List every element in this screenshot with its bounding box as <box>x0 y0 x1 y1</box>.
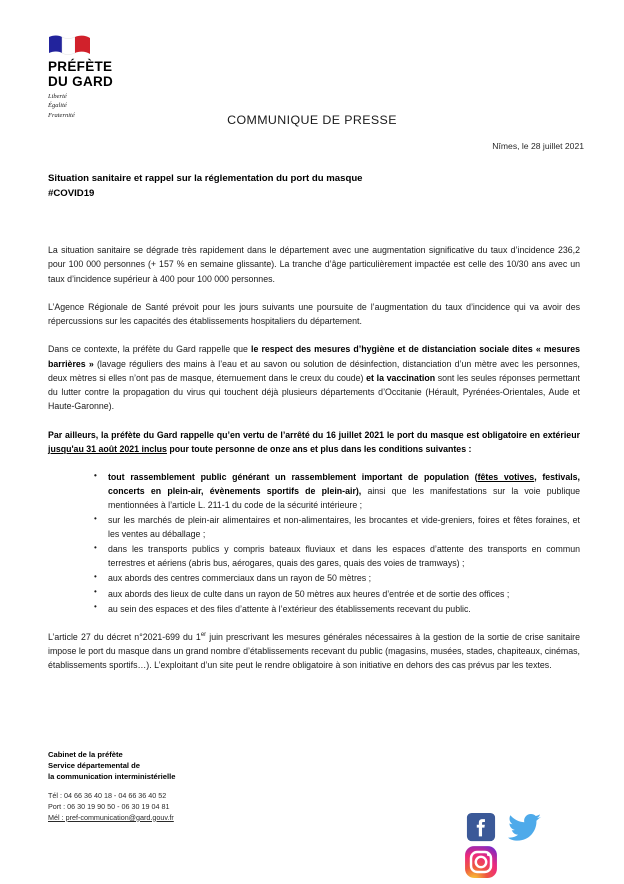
motto-liberte: Liberté <box>48 93 67 101</box>
footer-phone: Tél : 04 66 36 40 18 - 04 66 36 40 52 <box>48 791 167 801</box>
institution-name-line2: DU GARD <box>48 74 114 90</box>
list-item-transport: • dans les transports publics y compris bateaux fluviaux et dans les espaces d’attente des transports en commun terrestres et aériens (abris bus, aérogares, quais des gares, quais des voies de tramways) ; <box>94 542 580 570</box>
list-item-gatherings <box>94 470 580 512</box>
item1-underlined: fêtes votives <box>477 472 535 482</box>
para4-post: pour toute personne de onze ans et plus dans les conditions suivantes : <box>166 443 472 454</box>
footer-office-line1: Cabinet de la préfète <box>48 750 123 759</box>
institution-name-line1: PRÉFÈTE <box>48 59 113 74</box>
para3-bold-vaccination: et la vaccination <box>366 372 436 383</box>
para3-bold-measures: le respect des mesures d’hygiène et de distanciation sociale dites « mesures barrières » <box>48 344 581 369</box>
para5-part-a: L’article 27 du décret n°2021-699 du 1 <box>48 631 201 642</box>
para3-post: sont les seules réponses permettant du lutter contre la propagation du virus qui touchent déjà plusieurs départements d’Occitanie (Hérault, Pyrénées-Orientales, Aude et Haute-Garonne). <box>48 372 580 412</box>
item1-pre: tout rassemblement public générant un rassemblement important de population ( <box>108 472 478 482</box>
para5-superscript: er <box>200 631 207 638</box>
facebook-icon[interactable] <box>466 812 496 842</box>
para4-underlined-deadline: jusqu'au 31 août 2021 inclus <box>48 443 167 454</box>
para3-pre: Dans ce contexte, la préfète du Gard rappelle que <box>48 344 252 355</box>
french-flag-icon <box>48 34 92 55</box>
list-item-shopping-centres: • aux abords des centres commerciaux dans un rayon de 50 mètres ; <box>94 571 580 585</box>
paragraph-ars-forecast: L’Agence Régionale de Santé prévoit pour les jours suivants une poursuite de l’augmentation du taux d’incidence qui va avoir des répercussions sur les capacités des établissements hospitaliers du département. <box>48 301 580 326</box>
footer-email[interactable]: Mél : pref-communication@gard.gouv.fr <box>48 812 174 822</box>
para4-pre: Par ailleurs, la préfète du Gard rappelle qu’en vertu de l’arrêté du 16 juillet 2021 le port du masque est obligatoire en extérieur <box>48 429 580 440</box>
paragraph-barrier-measures <box>48 342 580 413</box>
subject-line-2: #COVID19 <box>48 187 95 199</box>
list-item-markets: • sur les marchés de plein-air alimentaires et non-alimentaires, les brocantes et vide-greniers, foires et fêtes foraines, et les ventes au déballage ; <box>94 513 580 541</box>
item1-normal: ainsi que les manifestations sur la voie publique mentionnées à l’article L. 211-1 du code de la sécurité intérieure ; <box>108 486 580 511</box>
republique-francaise-logo <box>48 34 178 120</box>
paragraph-mask-mandate <box>48 428 580 457</box>
footer-contact-block <box>48 750 388 823</box>
footer-office <box>48 750 388 782</box>
social-media-links <box>463 810 573 882</box>
list-item-queues: • au sein des espaces et des files d’attente à l’extérieur des établissements recevant du public. <box>94 602 580 616</box>
item1-post: , festivals, concerts en plein-air, évènements sportifs de plein-air), <box>108 472 580 497</box>
list-item-places-of-worship: • aux abords des lieux de culte dans un rayon de 50 mètres aux heures d’entrée et de sortie des offices ; <box>94 587 580 601</box>
subject-line-1: Situation sanitaire et rappel sur la réglementation du port du masque <box>48 173 363 184</box>
paragraph-decree-article <box>48 630 580 673</box>
instagram-icon[interactable] <box>464 845 498 879</box>
subject-heading <box>48 172 578 202</box>
document-title: COMMUNIQUE DE PRESSE <box>227 113 397 127</box>
para5-part-b: juin prescrivant les mesures générales nécessaires à la gestion de la sortie de crise sanitaire impose le port du masque dans un grand nombre d’établissements recevant du public (magasins, musées, stades, chapiteaux, cinémas, établissements sportifs…). L’exploitant d’un site peut le rendre obligatoire à son initiative en dehors des cas prévus par les textes. <box>48 631 580 671</box>
institution-name <box>48 59 178 89</box>
twitter-icon[interactable] <box>507 813 542 842</box>
footer-mobile: Port : 06 30 19 90 50 - 06 30 19 04 81 <box>48 802 170 811</box>
footer-office-line2: Service départemental de <box>48 760 141 770</box>
para3-mid: (lavage réguliers des mains à l’eau et au savon ou solution de désinfection, distanciation d’un mètre avec les personnes, deux mètres si elles n’ont pas de masque, éternuement dans le creux du coude) <box>48 358 580 383</box>
footer-contact-details <box>48 791 388 823</box>
motto-egalite: Égalité <box>48 102 67 110</box>
document-body <box>48 243 580 686</box>
paragraph-health-situation: La situation sanitaire se dégrade très rapidement dans le département avec une augmentation significative du taux d’incidence 236,2 pour 100 000 personnes (+ 157 % en semaine glissante). La tranche d’âge particulièrement impactée est celle des 10/30 ans avec un taux d’incidence supérieur à 400 pour 100 000 personnes. <box>48 245 580 284</box>
motto-fraternite: Fraternité <box>48 111 75 119</box>
footer-office-line3: la communication interministérielle <box>48 771 176 781</box>
dateline: Nîmes, le 28 juillet 2021 <box>492 141 584 151</box>
mask-conditions-list <box>48 470 580 616</box>
